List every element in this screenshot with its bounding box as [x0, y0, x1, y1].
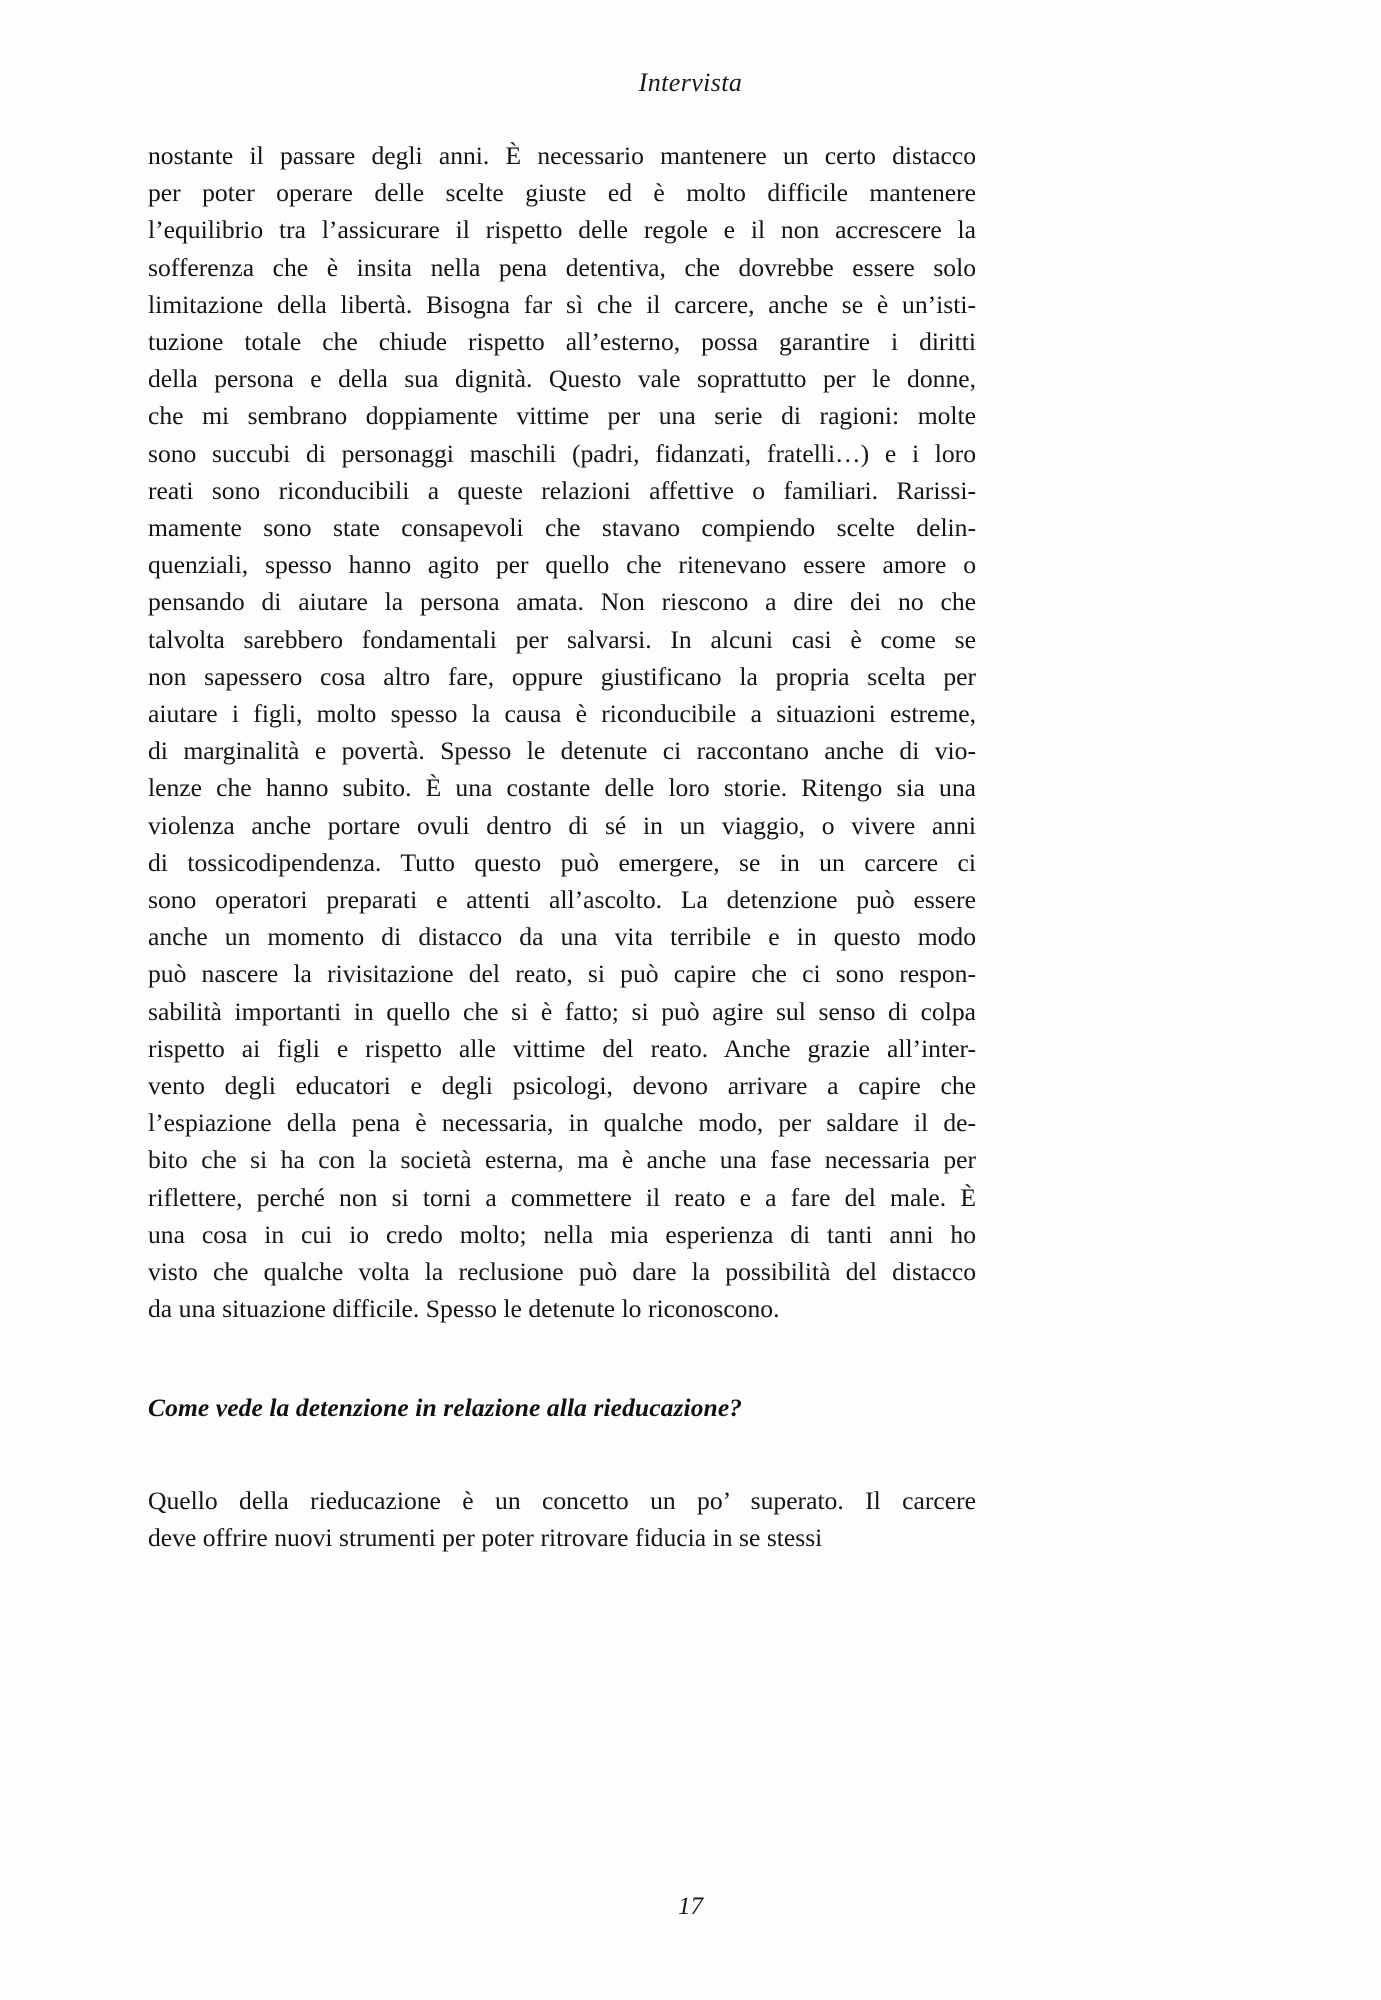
- spacer: [148, 1328, 976, 1390]
- running-head: Intervista: [638, 68, 743, 97]
- text-line: di marginalità e povertà. Spesso le detenute ci raccontano anche di vio-: [148, 736, 976, 766]
- text-line: sono succubi di personaggi maschili (padri, fidanzati, fratelli…) e i loro: [148, 438, 976, 468]
- text-line: mamente sono state consapevoli che stavano compiendo scelte delin-: [148, 513, 976, 543]
- text-line: aiutare i figli, molto spesso la causa è riconducibile a situazioni estreme,: [148, 699, 976, 729]
- text-line: per poter operare delle scelte giuste ed è molto difficile mantenere: [148, 178, 976, 208]
- text-line: della persona e della sua dignità. Questo vale soprattutto per le donne,: [148, 364, 976, 394]
- text-line: può nascere la rivisitazione del reato, si può capire che ci sono respon-: [148, 959, 976, 989]
- spacer: [148, 1426, 976, 1482]
- text-line: anche un momento di distacco da una vita terribile e in questo modo: [148, 922, 976, 952]
- body-paragraph-2: [148, 1482, 976, 1556]
- text-line: visto che qualche volta la reclusione può dare la possibilità del distacco: [148, 1257, 976, 1287]
- text-line: di tossicodipendenza. Tutto questo può emergere, se in un carcere ci: [148, 847, 976, 877]
- text-line: tuzione totale che chiude rispetto all’esterno, possa garantire i diritti: [148, 327, 976, 357]
- text-line: limitazione della libertà. Bisogna far sì che il carcere, anche se è un’isti-: [148, 289, 976, 319]
- text-line: una cosa in cui io credo molto; nella mia esperienza di tanti anni ho: [148, 1219, 976, 1249]
- text-line: che mi sembrano doppiamente vittime per una serie di ragioni: molte: [148, 401, 976, 431]
- text-line: sabilità importanti in quello che si è fatto; si può agire sul senso di colpa: [148, 996, 976, 1026]
- text-line: quenziali, spesso hanno agito per quello che ritenevano essere amore o: [148, 550, 976, 580]
- question-heading: Come vede la detenzione in relazione alla rieducazione?: [148, 1392, 743, 1422]
- text-line: Quello della rieducazione è un concetto un po’ superato. Il carcere: [148, 1485, 976, 1515]
- text-line: vento degli educatori e degli psicologi, devono arrivare a capire che: [148, 1071, 976, 1101]
- text-line: talvolta sarebbero fondamentali per salvarsi. In alcuni casi è come se: [148, 624, 976, 654]
- text-line: riflettere, perché non si torni a commettere il reato e a fare del male. È: [148, 1182, 976, 1212]
- text-line: non sapessero cosa altro fare, oppure giustificano la propria scelta per: [148, 661, 976, 691]
- text-line: violenza anche portare ovuli dentro di sé in un viaggio, o vivere anni: [148, 810, 976, 840]
- text-line: bito che si ha con la società esterna, ma è anche una fase necessaria per: [148, 1145, 976, 1175]
- text-column: [148, 137, 976, 1556]
- text-line: da una situazione difficile. Spesso le detenute lo riconoscono.: [148, 1294, 780, 1324]
- text-line: deve offrire nuovi strumenti per poter ritrovare fiducia in se stessi: [148, 1522, 823, 1552]
- text-line: l’equilibrio tra l’assicurare il rispetto delle regole e il non accrescere la: [148, 215, 976, 245]
- text-line: pensando di aiutare la persona amata. Non riescono a dire dei no che: [148, 587, 976, 617]
- text-line: sono operatori preparati e attenti all’ascolto. La detenzione può essere: [148, 885, 976, 915]
- text-line: l’espiazione della pena è necessaria, in qualche modo, per saldare il de-: [148, 1108, 976, 1138]
- text-line: lenze che hanno subito. È una costante delle loro storie. Ritengo sia una: [148, 773, 976, 803]
- text-line: nostante il passare degli anni. È necessario mantenere un certo distacco: [148, 141, 976, 170]
- page-number: 17: [678, 1893, 703, 1920]
- body-paragraph-1: [148, 137, 976, 1328]
- text-line: sofferenza che è insita nella pena detentiva, che dovrebbe essere solo: [148, 252, 976, 282]
- text-line: rispetto ai figli e rispetto alle vittime del reato. Anche grazie all’inter-: [148, 1033, 976, 1063]
- text-line: reati sono riconducibili a queste relazioni affettive o familiari. Rarissi-: [148, 475, 976, 505]
